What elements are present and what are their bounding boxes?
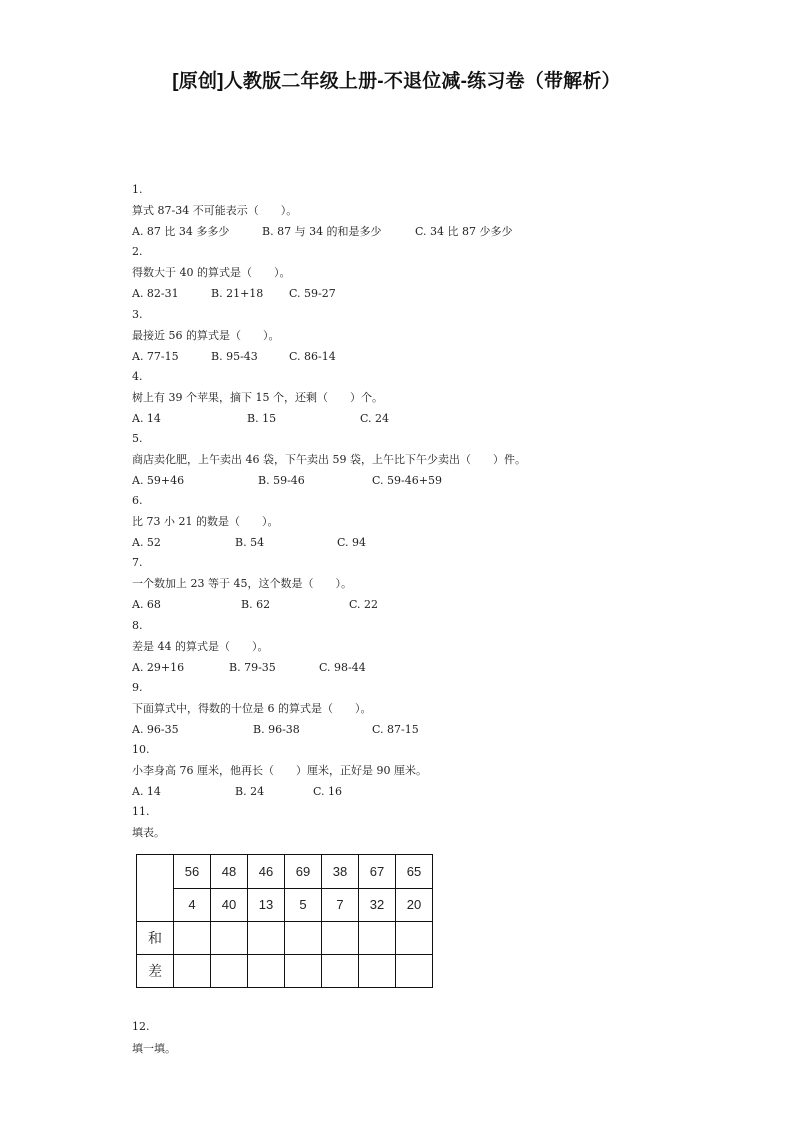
question-5-stem: 商店卖化肥，上午卖出 46 袋，下午卖出 59 袋，上午比下午少卖出（ ）件。 (132, 453, 526, 466)
option-c: C. 87-15 (372, 723, 419, 736)
table-cell: 7 (322, 888, 359, 922)
diff-answer-cell[interactable] (211, 955, 248, 988)
question-8-options (132, 659, 552, 677)
question-4-number: 4. (132, 370, 143, 383)
question-9-options (132, 721, 552, 739)
table-cell: 4 (174, 888, 211, 922)
option-a: A. 29+16 (132, 661, 185, 674)
table-cell: 20 (396, 888, 433, 922)
question-4-options (132, 410, 552, 428)
sum-answer-cell[interactable] (285, 922, 322, 955)
diff-answer-cell[interactable] (174, 955, 211, 988)
question-3-stem: 最接近 56 的算式是（ ）。 (132, 329, 280, 342)
question-3-number: 3. (132, 308, 143, 321)
question-7-number: 7. (132, 556, 143, 569)
question-12-stem: 填一填。 (132, 1042, 176, 1055)
option-b: B. 15 (247, 412, 277, 425)
sum-answer-cell[interactable] (211, 922, 248, 955)
table-cell: 32 (359, 888, 396, 922)
diff-answer-cell[interactable] (359, 955, 396, 988)
table-row-diff (137, 955, 433, 988)
diff-answer-cell[interactable] (248, 955, 285, 988)
question-8-number: 8. (132, 619, 143, 632)
option-b: B. 24 (235, 785, 265, 798)
option-b: B. 87 与 34 的和是多少 (262, 225, 382, 238)
sum-answer-cell[interactable] (322, 922, 359, 955)
corner-cell (137, 855, 174, 922)
option-a: A. 96-35 (132, 723, 179, 736)
fill-table (136, 854, 433, 988)
option-b: B. 96-38 (253, 723, 300, 736)
table-cell: 40 (211, 888, 248, 922)
option-a: A. 14 (132, 412, 161, 425)
question-9-number: 9. (132, 681, 143, 694)
question-2-stem: 得数大于 40 的算式是（ ）。 (132, 266, 291, 279)
table-cell: 67 (359, 855, 396, 889)
question-10-stem: 小李身高 76 厘米，他再长（ ）厘米，正好是 90 厘米。 (132, 764, 427, 777)
option-b: B. 95-43 (211, 350, 258, 363)
option-c: C. 86-14 (289, 350, 336, 363)
option-c: C. 24 (360, 412, 390, 425)
option-b: B. 59-46 (258, 474, 305, 487)
sum-answer-cell[interactable] (359, 922, 396, 955)
question-11-number: 11. (132, 805, 150, 818)
question-5-number: 5. (132, 432, 143, 445)
diff-answer-cell[interactable] (285, 955, 322, 988)
table-cell: 5 (285, 888, 322, 922)
option-a: A. 14 (132, 785, 161, 798)
option-c: C. 94 (337, 536, 367, 549)
question-10-number: 10. (132, 743, 150, 756)
question-2-number: 2. (132, 245, 143, 258)
sum-answer-cell[interactable] (174, 922, 211, 955)
question-3-options (132, 348, 552, 366)
option-b: B. 62 (241, 598, 271, 611)
diff-answer-cell[interactable] (322, 955, 359, 988)
table-cell: 65 (396, 855, 433, 889)
sum-answer-cell[interactable] (396, 922, 433, 955)
question-6-options (132, 534, 552, 552)
question-8-stem: 差是 44 的算式是（ ）。 (132, 640, 269, 653)
sum-label: 和 (137, 922, 174, 955)
option-a: A. 68 (132, 598, 161, 611)
question-1-stem: 算式 87-34 不可能表示（ ）。 (132, 204, 298, 217)
question-9-stem: 下面算式中，得数的十位是 6 的算式是（ ）。 (132, 702, 372, 715)
question-2-options (132, 285, 552, 303)
option-c: C. 98-44 (319, 661, 366, 674)
table-cell: 69 (285, 855, 322, 889)
option-a: A. 77-15 (132, 350, 179, 363)
option-c: C. 59-27 (289, 287, 336, 300)
option-c: C. 22 (349, 598, 379, 611)
question-6-number: 6. (132, 494, 143, 507)
option-c: C. 16 (313, 785, 343, 798)
sum-answer-cell[interactable] (248, 922, 285, 955)
option-c: C. 59-46+59 (372, 474, 442, 487)
table-row (137, 888, 433, 922)
question-10-options (132, 783, 552, 801)
option-b: B. 54 (235, 536, 265, 549)
table-cell: 48 (211, 855, 248, 889)
document-title: [原创]人教版二年级上册-不退位减-练习卷（带解析） (172, 71, 621, 92)
question-12-number: 12. (132, 1020, 150, 1033)
option-a: A. 82-31 (132, 287, 179, 300)
option-a: A. 59+46 (132, 474, 185, 487)
option-b: B. 79-35 (229, 661, 276, 674)
table-cell: 56 (174, 855, 211, 889)
table-row (137, 855, 433, 889)
question-1-number: 1. (132, 183, 143, 196)
question-1-options (132, 223, 552, 241)
table-cell: 13 (248, 888, 285, 922)
question-4-stem: 树上有 39 个苹果，摘下 15 个，还剩（ ）个。 (132, 391, 383, 404)
diff-answer-cell[interactable] (396, 955, 433, 988)
question-7-stem: 一个数加上 23 等于 45，这个数是（ ）。 (132, 577, 352, 590)
question-5-options (132, 472, 552, 490)
option-c: C. 34 比 87 少多少 (415, 225, 513, 238)
question-7-options (132, 596, 552, 614)
option-b: B. 21+18 (211, 287, 264, 300)
table-cell: 38 (322, 855, 359, 889)
table-cell: 46 (248, 855, 285, 889)
diff-label: 差 (137, 955, 174, 988)
question-6-stem: 比 73 小 21 的数是（ ）。 (132, 515, 279, 528)
option-a: A. 52 (132, 536, 161, 549)
option-a: A. 87 比 34 多多少 (132, 225, 230, 238)
question-11-stem: 填表。 (132, 826, 165, 839)
table-row-sum (137, 922, 433, 955)
